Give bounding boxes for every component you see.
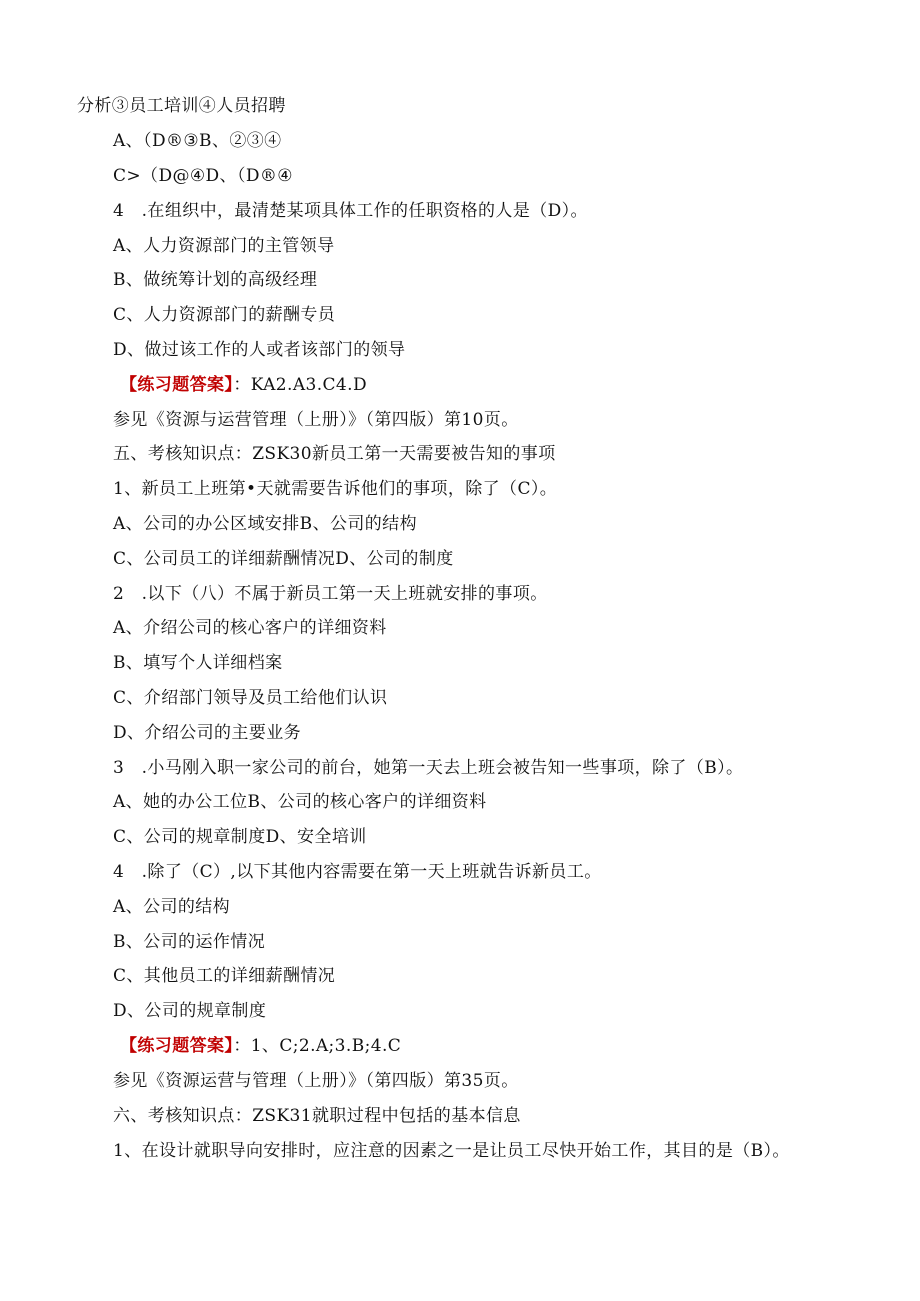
question-line: 2 .以下（八）不属于新员工第一天上班就安排的事项。 xyxy=(113,584,548,604)
option-line: C、其他员工的详细薪酬情况 xyxy=(113,966,336,986)
option-line: D、介绍公司的主要业务 xyxy=(113,723,302,743)
option-line: A、人力资源部门的主管领导 xyxy=(113,236,335,256)
question-line: 3 .小马刚入职一家公司的前台，她第一天去上班会被告知一些事项，除了（B）。 xyxy=(113,758,744,778)
reference-line: 参见《资源与运营管理（上册）》（第四版）第10页。 xyxy=(113,410,519,430)
option-line: B、做统筹计划的高级经理 xyxy=(113,270,318,290)
section-heading: 六、考核知识点：ZSK31就职过程中包括的基本信息 xyxy=(113,1106,521,1126)
option-line: C、介绍部门领导及员工给他们认识 xyxy=(113,688,388,708)
question-line: 4 .除了（C）,以下其他内容需要在第一天上班就告诉新员工。 xyxy=(113,862,602,882)
option-line: A、公司的办公区域安排B、公司的结构 xyxy=(113,514,417,534)
answer-tag: 【练习题答案】 xyxy=(120,375,234,395)
option-line: C、人力资源部门的薪酬专员 xyxy=(113,305,336,325)
option-line: A、公司的结构 xyxy=(113,897,231,917)
answer-text: ：KA2.A3.C4.D xyxy=(233,375,367,395)
text-line: 分析③员工培训④人员招聘 xyxy=(77,96,286,116)
option-line: A、介绍公司的核心客户的详细资料 xyxy=(113,618,387,638)
question-line: 1、在设计就职导向安排时，应注意的因素之一是让员工尽快开始工作，其目的是（B）。 xyxy=(113,1141,790,1161)
option-line: A、她的办公工位B、公司的核心客户的详细资料 xyxy=(113,792,487,812)
answer-tag: 【练习题答案】 xyxy=(120,1036,234,1056)
question-line: 1、新员工上班第•天就需要告诉他们的事项，除了（C）。 xyxy=(113,479,558,499)
question-line: 4 .在组织中，最清楚某项具体工作的任职资格的人是（D）。 xyxy=(113,201,588,221)
answer-line xyxy=(120,374,367,396)
option-line: C、公司员工的详细薪酬情况D、公司的制度 xyxy=(113,549,454,569)
reference-line: 参见《资源运营与管理（上册）》（第四版）第35页。 xyxy=(113,1071,519,1091)
option-line: B、填写个人详细档案 xyxy=(113,653,283,673)
answer-line xyxy=(120,1035,401,1057)
option-line: D、做过该工作的人或者该部门的领导 xyxy=(113,340,406,360)
option-line: C、公司的规章制度D、安全培训 xyxy=(113,827,367,847)
option-line: B、公司的运作情况 xyxy=(113,932,266,952)
text-line: C>（D@④D、（D®④ xyxy=(113,166,293,186)
option-line: D、公司的规章制度 xyxy=(113,1001,267,1021)
answer-text: ：1、C;2.A;3.B;4.C xyxy=(233,1036,402,1056)
text-line: A、（D®③B、②③④ xyxy=(113,131,282,151)
section-heading: 五、考核知识点：ZSK30新员工第一天需要被告知的事项 xyxy=(113,444,556,464)
